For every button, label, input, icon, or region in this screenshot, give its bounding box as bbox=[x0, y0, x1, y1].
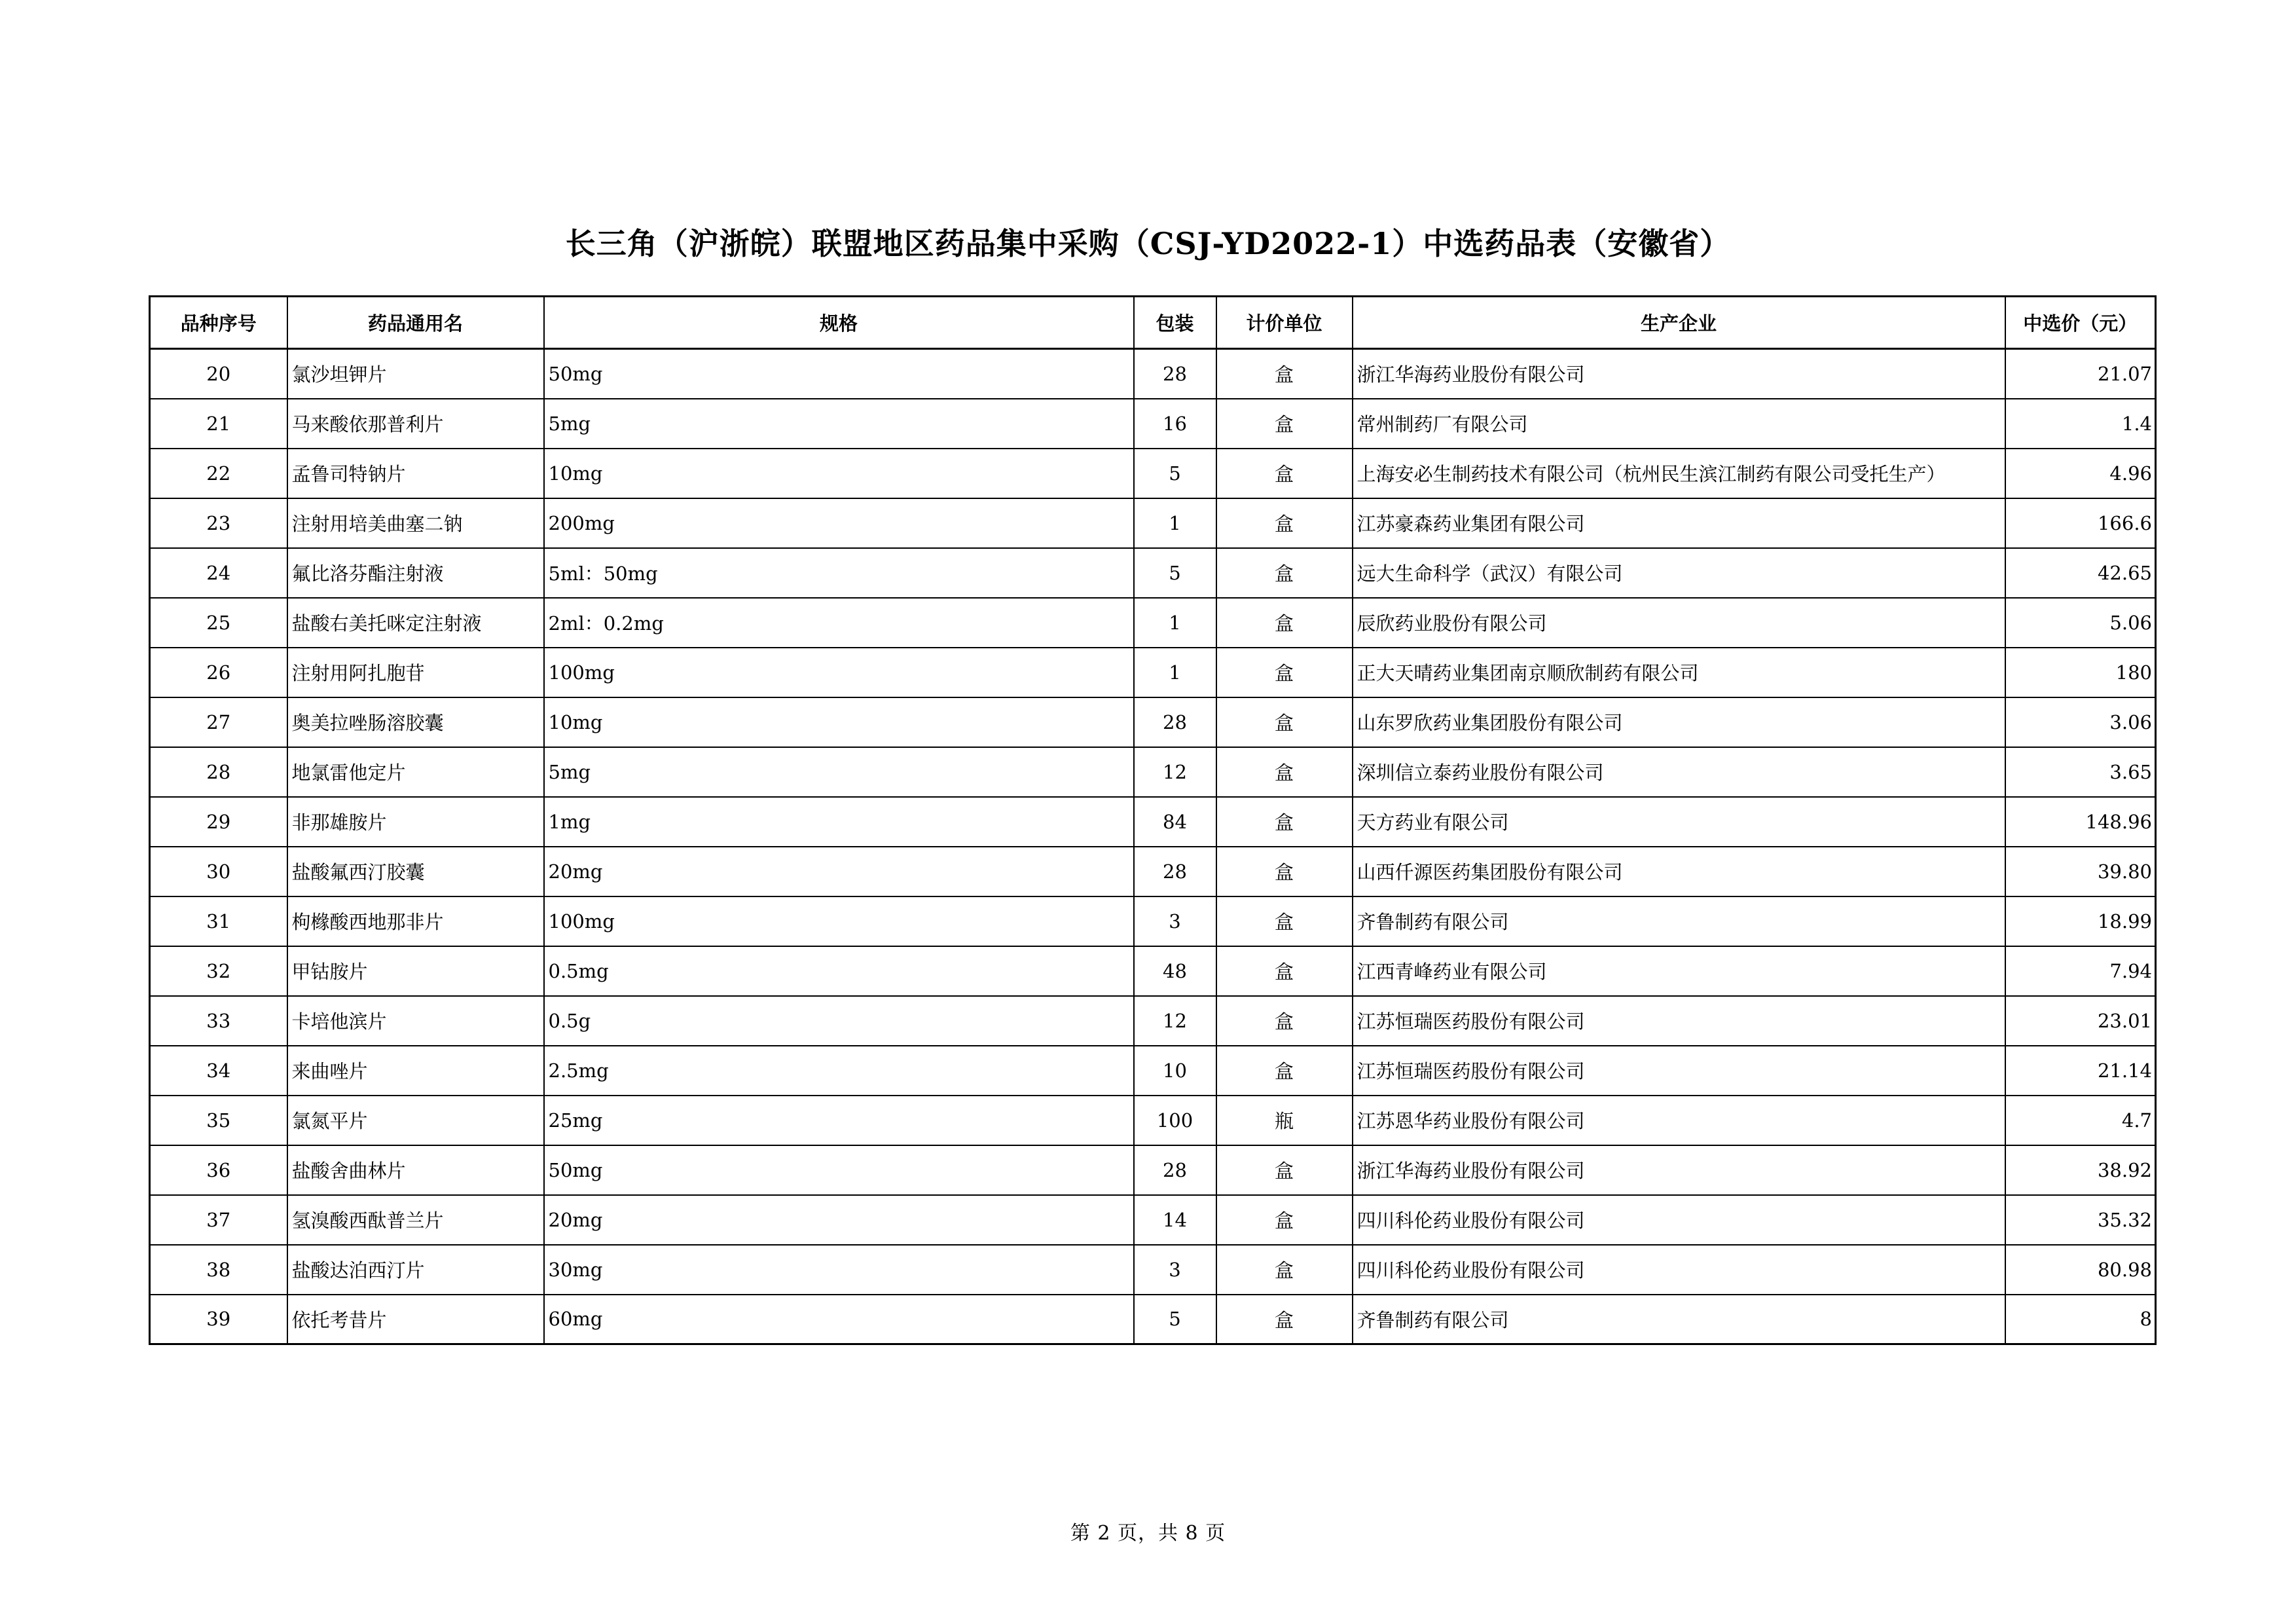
cell-price: 1.4 bbox=[2005, 399, 2156, 449]
cell-unit: 瓶 bbox=[1216, 1096, 1353, 1145]
cell-pack: 1 bbox=[1134, 498, 1216, 548]
cell-unit: 盒 bbox=[1216, 449, 1353, 498]
cell-spec: 0.5g bbox=[544, 996, 1134, 1046]
cell-price: 21.07 bbox=[2005, 349, 2156, 399]
cell-seq: 22 bbox=[150, 449, 287, 498]
cell-unit: 盒 bbox=[1216, 598, 1353, 648]
cell-price: 7.94 bbox=[2005, 946, 2156, 996]
cell-pack: 28 bbox=[1134, 1145, 1216, 1195]
cell-seq: 28 bbox=[150, 747, 287, 797]
table-row bbox=[150, 498, 2156, 548]
cell-manufacturer: 辰欣药业股份有限公司 bbox=[1353, 598, 2005, 648]
table-row bbox=[150, 1145, 2156, 1195]
cell-spec: 30mg bbox=[544, 1245, 1134, 1295]
cell-pack: 28 bbox=[1134, 349, 1216, 399]
table-row bbox=[150, 847, 2156, 896]
table-row bbox=[150, 449, 2156, 498]
cell-spec: 25mg bbox=[544, 1096, 1134, 1145]
cell-price: 3.06 bbox=[2005, 697, 2156, 747]
cell-seq: 20 bbox=[150, 349, 287, 399]
cell-unit: 盒 bbox=[1216, 847, 1353, 896]
cell-seq: 26 bbox=[150, 648, 287, 697]
cell-pack: 28 bbox=[1134, 697, 1216, 747]
cell-manufacturer: 江苏恒瑞医药股份有限公司 bbox=[1353, 996, 2005, 1046]
cell-price: 21.14 bbox=[2005, 1046, 2156, 1096]
cell-price: 35.32 bbox=[2005, 1195, 2156, 1245]
cell-pack: 1 bbox=[1134, 648, 1216, 697]
cell-unit: 盒 bbox=[1216, 996, 1353, 1046]
cell-seq: 33 bbox=[150, 996, 287, 1046]
cell-drug-name: 孟鲁司特钠片 bbox=[287, 449, 544, 498]
cell-drug-name: 依托考昔片 bbox=[287, 1295, 544, 1344]
cell-seq: 27 bbox=[150, 697, 287, 747]
cell-drug-name: 注射用阿扎胞苷 bbox=[287, 648, 544, 697]
cell-seq: 32 bbox=[150, 946, 287, 996]
cell-drug-name: 甲钴胺片 bbox=[287, 946, 544, 996]
cell-seq: 36 bbox=[150, 1145, 287, 1195]
cell-drug-name: 盐酸氟西汀胶囊 bbox=[287, 847, 544, 896]
table-row bbox=[150, 399, 2156, 449]
table-row bbox=[150, 946, 2156, 996]
table-row bbox=[150, 747, 2156, 797]
cell-price: 148.96 bbox=[2005, 797, 2156, 847]
cell-spec: 2.5mg bbox=[544, 1046, 1134, 1096]
cell-manufacturer: 浙江华海药业股份有限公司 bbox=[1353, 349, 2005, 399]
cell-unit: 盒 bbox=[1216, 1046, 1353, 1096]
cell-spec: 5ml：50mg bbox=[544, 548, 1134, 598]
cell-pack: 1 bbox=[1134, 598, 1216, 648]
cell-manufacturer: 上海安必生制药技术有限公司（杭州民生滨江制药有限公司受托生产） bbox=[1353, 449, 2005, 498]
cell-pack: 3 bbox=[1134, 1245, 1216, 1295]
cell-spec: 50mg bbox=[544, 1145, 1134, 1195]
cell-pack: 100 bbox=[1134, 1096, 1216, 1145]
cell-manufacturer: 浙江华海药业股份有限公司 bbox=[1353, 1145, 2005, 1195]
table-row bbox=[150, 648, 2156, 697]
table-row bbox=[150, 697, 2156, 747]
cell-seq: 30 bbox=[150, 847, 287, 896]
cell-price: 39.80 bbox=[2005, 847, 2156, 896]
cell-unit: 盒 bbox=[1216, 747, 1353, 797]
table-row bbox=[150, 996, 2156, 1046]
cell-manufacturer: 常州制药厂有限公司 bbox=[1353, 399, 2005, 449]
cell-manufacturer: 齐鲁制药有限公司 bbox=[1353, 896, 2005, 946]
cell-spec: 50mg bbox=[544, 349, 1134, 399]
cell-pack: 12 bbox=[1134, 747, 1216, 797]
cell-manufacturer: 正大天晴药业集团南京顺欣制药有限公司 bbox=[1353, 648, 2005, 697]
cell-seq: 21 bbox=[150, 399, 287, 449]
cell-spec: 20mg bbox=[544, 847, 1134, 896]
cell-price: 4.96 bbox=[2005, 449, 2156, 498]
cell-spec: 10mg bbox=[544, 449, 1134, 498]
cell-pack: 5 bbox=[1134, 548, 1216, 598]
header-price: 中选价（元） bbox=[2005, 297, 2156, 349]
cell-price: 18.99 bbox=[2005, 896, 2156, 946]
cell-price: 42.65 bbox=[2005, 548, 2156, 598]
cell-price: 3.65 bbox=[2005, 747, 2156, 797]
cell-seq: 29 bbox=[150, 797, 287, 847]
cell-manufacturer: 江西青峰药业有限公司 bbox=[1353, 946, 2005, 996]
cell-pack: 5 bbox=[1134, 449, 1216, 498]
cell-drug-name: 注射用培美曲塞二钠 bbox=[287, 498, 544, 548]
cell-manufacturer: 深圳信立泰药业股份有限公司 bbox=[1353, 747, 2005, 797]
header-pack: 包装 bbox=[1134, 297, 1216, 349]
table-body bbox=[150, 349, 2156, 1344]
cell-spec: 1mg bbox=[544, 797, 1134, 847]
cell-pack: 16 bbox=[1134, 399, 1216, 449]
cell-manufacturer: 江苏恩华药业股份有限公司 bbox=[1353, 1096, 2005, 1145]
cell-pack: 12 bbox=[1134, 996, 1216, 1046]
cell-drug-name: 氯氮平片 bbox=[287, 1096, 544, 1145]
cell-pack: 3 bbox=[1134, 896, 1216, 946]
cell-manufacturer: 江苏豪森药业集团有限公司 bbox=[1353, 498, 2005, 548]
header-name: 药品通用名 bbox=[287, 297, 544, 349]
cell-unit: 盒 bbox=[1216, 1295, 1353, 1344]
cell-unit: 盒 bbox=[1216, 1245, 1353, 1295]
cell-seq: 35 bbox=[150, 1096, 287, 1145]
cell-seq: 23 bbox=[150, 498, 287, 548]
table-row bbox=[150, 1046, 2156, 1096]
drug-table bbox=[149, 295, 2157, 1345]
cell-drug-name: 盐酸右美托咪定注射液 bbox=[287, 598, 544, 648]
cell-unit: 盒 bbox=[1216, 1145, 1353, 1195]
cell-manufacturer: 远大生命科学（武汉）有限公司 bbox=[1353, 548, 2005, 598]
cell-spec: 100mg bbox=[544, 896, 1134, 946]
cell-price: 166.6 bbox=[2005, 498, 2156, 548]
cell-unit: 盒 bbox=[1216, 1195, 1353, 1245]
cell-manufacturer: 天方药业有限公司 bbox=[1353, 797, 2005, 847]
cell-spec: 60mg bbox=[544, 1295, 1134, 1344]
table-row bbox=[150, 896, 2156, 946]
header-maker: 生产企业 bbox=[1353, 297, 2005, 349]
cell-drug-name: 来曲唑片 bbox=[287, 1046, 544, 1096]
cell-price: 80.98 bbox=[2005, 1245, 2156, 1295]
cell-drug-name: 盐酸达泊西汀片 bbox=[287, 1245, 544, 1295]
cell-seq: 34 bbox=[150, 1046, 287, 1096]
cell-unit: 盒 bbox=[1216, 349, 1353, 399]
header-unit: 计价单位 bbox=[1216, 297, 1353, 349]
cell-unit: 盒 bbox=[1216, 548, 1353, 598]
cell-drug-name: 氢溴酸西酞普兰片 bbox=[287, 1195, 544, 1245]
header-spec: 规格 bbox=[544, 297, 1134, 349]
cell-manufacturer: 四川科伦药业股份有限公司 bbox=[1353, 1195, 2005, 1245]
cell-drug-name: 氟比洛芬酯注射液 bbox=[287, 548, 544, 598]
cell-drug-name: 盐酸舍曲林片 bbox=[287, 1145, 544, 1195]
cell-manufacturer: 山西仟源医药集团股份有限公司 bbox=[1353, 847, 2005, 896]
cell-manufacturer: 齐鲁制药有限公司 bbox=[1353, 1295, 2005, 1344]
cell-price: 23.01 bbox=[2005, 996, 2156, 1046]
table-row bbox=[150, 797, 2156, 847]
table-header-row bbox=[150, 297, 2156, 349]
cell-drug-name: 枸橼酸西地那非片 bbox=[287, 896, 544, 946]
cell-drug-name: 卡培他滨片 bbox=[287, 996, 544, 1046]
cell-seq: 37 bbox=[150, 1195, 287, 1245]
cell-spec: 5mg bbox=[544, 399, 1134, 449]
cell-price: 4.7 bbox=[2005, 1096, 2156, 1145]
cell-drug-name: 非那雄胺片 bbox=[287, 797, 544, 847]
cell-spec: 0.5mg bbox=[544, 946, 1134, 996]
cell-drug-name: 地氯雷他定片 bbox=[287, 747, 544, 797]
cell-spec: 100mg bbox=[544, 648, 1134, 697]
cell-seq: 38 bbox=[150, 1245, 287, 1295]
cell-unit: 盒 bbox=[1216, 896, 1353, 946]
cell-spec: 5mg bbox=[544, 747, 1134, 797]
cell-drug-name: 奥美拉唑肠溶胶囊 bbox=[287, 697, 544, 747]
cell-unit: 盒 bbox=[1216, 797, 1353, 847]
cell-spec: 2ml：0.2mg bbox=[544, 598, 1134, 648]
cell-unit: 盒 bbox=[1216, 399, 1353, 449]
cell-spec: 200mg bbox=[544, 498, 1134, 548]
document-title: 长三角（沪浙皖）联盟地区药品集中采购（CSJ-YD2022-1）中选药品表（安徽省） bbox=[565, 226, 1731, 261]
cell-drug-name: 马来酸依那普利片 bbox=[287, 399, 544, 449]
cell-seq: 39 bbox=[150, 1295, 287, 1344]
cell-unit: 盒 bbox=[1216, 946, 1353, 996]
cell-price: 5.06 bbox=[2005, 598, 2156, 648]
cell-manufacturer: 江苏恒瑞医药股份有限公司 bbox=[1353, 1046, 2005, 1096]
table-row bbox=[150, 1295, 2156, 1344]
cell-pack: 5 bbox=[1134, 1295, 1216, 1344]
cell-seq: 24 bbox=[150, 548, 287, 598]
table-row bbox=[150, 548, 2156, 598]
table-row bbox=[150, 349, 2156, 399]
cell-pack: 10 bbox=[1134, 1046, 1216, 1096]
cell-price: 8 bbox=[2005, 1295, 2156, 1344]
cell-manufacturer: 四川科伦药业股份有限公司 bbox=[1353, 1245, 2005, 1295]
cell-unit: 盒 bbox=[1216, 498, 1353, 548]
cell-price: 38.92 bbox=[2005, 1145, 2156, 1195]
table-row bbox=[150, 598, 2156, 648]
cell-unit: 盒 bbox=[1216, 697, 1353, 747]
cell-pack: 84 bbox=[1134, 797, 1216, 847]
cell-manufacturer: 山东罗欣药业集团股份有限公司 bbox=[1353, 697, 2005, 747]
table-row bbox=[150, 1096, 2156, 1145]
table-row bbox=[150, 1245, 2156, 1295]
cell-seq: 31 bbox=[150, 896, 287, 946]
cell-seq: 25 bbox=[150, 598, 287, 648]
cell-spec: 20mg bbox=[544, 1195, 1134, 1245]
cell-price: 180 bbox=[2005, 648, 2156, 697]
cell-unit: 盒 bbox=[1216, 648, 1353, 697]
table-row bbox=[150, 1195, 2156, 1245]
header-seq: 品种序号 bbox=[150, 297, 287, 349]
page-footer: 第 2 页，共 8 页 bbox=[1070, 1522, 1226, 1545]
cell-spec: 10mg bbox=[544, 697, 1134, 747]
cell-pack: 14 bbox=[1134, 1195, 1216, 1245]
cell-pack: 48 bbox=[1134, 946, 1216, 996]
cell-drug-name: 氯沙坦钾片 bbox=[287, 349, 544, 399]
cell-pack: 28 bbox=[1134, 847, 1216, 896]
